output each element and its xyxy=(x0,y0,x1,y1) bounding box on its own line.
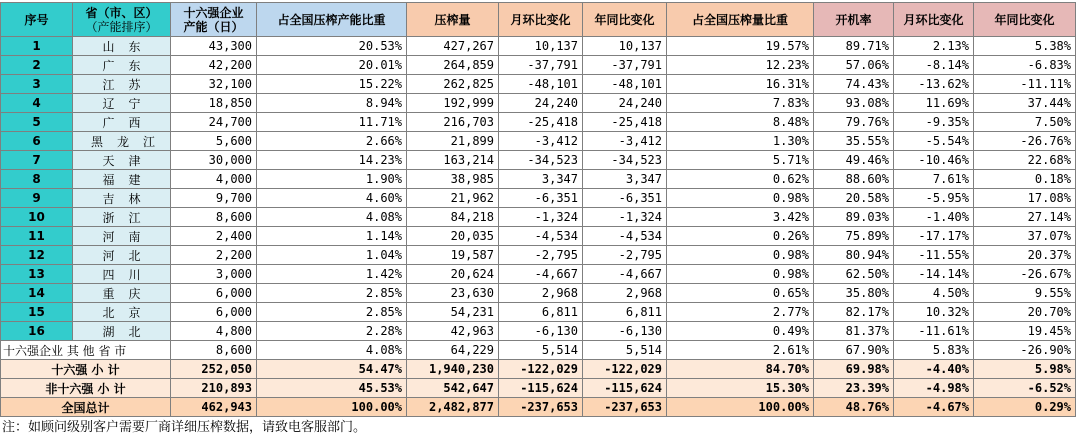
cell-rate: 82.17% xyxy=(814,303,894,322)
cell-yoy: -115,624 xyxy=(583,379,667,398)
row-province: 吉林 xyxy=(73,189,171,208)
cell-mom: -34,523 xyxy=(499,151,583,170)
cell-crush: 20,035 xyxy=(407,227,499,246)
cell-rate-yoy: 7.50% xyxy=(974,113,1076,132)
cell-rate-yoy: 37.07% xyxy=(974,227,1076,246)
cell-cap: 2,200 xyxy=(171,246,257,265)
row-province: 江苏 xyxy=(73,75,171,94)
cell-mom: -6,130 xyxy=(499,322,583,341)
cell-crush-share: 0.98% xyxy=(667,246,814,265)
cell-mom: -48,101 xyxy=(499,75,583,94)
cell-rate-yoy: -11.11% xyxy=(974,75,1076,94)
row-province: 浙江 xyxy=(73,208,171,227)
cell-rate-mom: -4.40% xyxy=(894,360,974,379)
cell-crush-share: 0.98% xyxy=(667,189,814,208)
cell-crush: 427,267 xyxy=(407,37,499,56)
cell-crush-share: 0.65% xyxy=(667,284,814,303)
row-index: 2 xyxy=(1,56,73,75)
row-index: 10 xyxy=(1,208,73,227)
cell-crush-share: 8.48% xyxy=(667,113,814,132)
cell-cap: 9,700 xyxy=(171,189,257,208)
cell-cap: 32,100 xyxy=(171,75,257,94)
cell-crush: 20,624 xyxy=(407,265,499,284)
row-province: 湖北 xyxy=(73,322,171,341)
cell-cap-share: 1.90% xyxy=(257,170,407,189)
cell-crush-share: 0.62% xyxy=(667,170,814,189)
cell-rate-yoy: 17.08% xyxy=(974,189,1076,208)
row-province: 重庆 xyxy=(73,284,171,303)
cell-rate-mom: 10.32% xyxy=(894,303,974,322)
cell-mom: 3,347 xyxy=(499,170,583,189)
cell-crush: 84,218 xyxy=(407,208,499,227)
table-row xyxy=(1,246,1076,265)
header-idx: 序号 xyxy=(1,3,73,37)
cell-rate-yoy: 0.29% xyxy=(974,398,1076,417)
cell-cap-share: 45.53% xyxy=(257,379,407,398)
cell-crush: 163,214 xyxy=(407,151,499,170)
cell-cap-share: 4.08% xyxy=(257,208,407,227)
cell-mom: -122,029 xyxy=(499,360,583,379)
cell-crush-share: 12.23% xyxy=(667,56,814,75)
cell-yoy: -25,418 xyxy=(583,113,667,132)
table-body xyxy=(1,37,1076,417)
cell-cap: 8,600 xyxy=(171,208,257,227)
row-index: 9 xyxy=(1,189,73,208)
cell-crush: 21,899 xyxy=(407,132,499,151)
cell-crush: 64,229 xyxy=(407,341,499,360)
cell-crush: 216,703 xyxy=(407,113,499,132)
cell-crush: 1,940,230 xyxy=(407,360,499,379)
cell-cap: 4,800 xyxy=(171,322,257,341)
cell-crush: 542,647 xyxy=(407,379,499,398)
cell-crush-share: 16.31% xyxy=(667,75,814,94)
cell-yoy: -6,351 xyxy=(583,189,667,208)
cell-mom: -25,418 xyxy=(499,113,583,132)
cell-mom: -37,791 xyxy=(499,56,583,75)
row-index: 6 xyxy=(1,132,73,151)
cell-cap-share: 54.47% xyxy=(257,360,407,379)
cell-mom: -3,412 xyxy=(499,132,583,151)
cell-crush-share: 15.30% xyxy=(667,379,814,398)
cell-rate: 62.50% xyxy=(814,265,894,284)
national-total-label: 全国总计 xyxy=(1,398,171,417)
header-province xyxy=(73,3,171,37)
cell-crush-share: 0.49% xyxy=(667,322,814,341)
header-rate-yoy: 年同比变化 xyxy=(974,3,1076,37)
row-index: 7 xyxy=(1,151,73,170)
cell-rate: 80.94% xyxy=(814,246,894,265)
cell-rate: 49.46% xyxy=(814,151,894,170)
row-index: 1 xyxy=(1,37,73,56)
cell-yoy: 10,137 xyxy=(583,37,667,56)
cell-rate-yoy: 5.98% xyxy=(974,360,1076,379)
header-cap-share: 占全国压榨产能比重 xyxy=(257,3,407,37)
cell-rate-yoy: 0.18% xyxy=(974,170,1076,189)
row-province: 广东 xyxy=(73,56,171,75)
cell-cap-share: 14.23% xyxy=(257,151,407,170)
subtotal-label: 非十六强 小 计 xyxy=(1,379,171,398)
header-crush: 压榨量 xyxy=(407,3,499,37)
cell-crush-share: 3.42% xyxy=(667,208,814,227)
cell-yoy: -2,795 xyxy=(583,246,667,265)
header-province-line2: （产能排序） xyxy=(85,19,158,34)
cell-crush-share: 1.30% xyxy=(667,132,814,151)
cell-cap-share: 11.71% xyxy=(257,113,407,132)
cell-mom: 10,137 xyxy=(499,37,583,56)
cell-crush-share: 100.00% xyxy=(667,398,814,417)
row-index: 11 xyxy=(1,227,73,246)
cell-rate-yoy: 9.55% xyxy=(974,284,1076,303)
cell-yoy: -4,667 xyxy=(583,265,667,284)
subtotal-row xyxy=(1,360,1076,379)
cell-crush: 23,630 xyxy=(407,284,499,303)
cell-rate: 69.98% xyxy=(814,360,894,379)
cell-mom: 5,514 xyxy=(499,341,583,360)
row-province: 黑龙江 xyxy=(73,132,171,151)
cell-crush: 262,825 xyxy=(407,75,499,94)
cell-rate-mom: -13.62% xyxy=(894,75,974,94)
row-index: 3 xyxy=(1,75,73,94)
row-province: 辽宁 xyxy=(73,94,171,113)
header-row xyxy=(1,3,1076,37)
cell-cap-share: 1.04% xyxy=(257,246,407,265)
table-row xyxy=(1,265,1076,284)
cell-mom: -6,351 xyxy=(499,189,583,208)
table-row xyxy=(1,303,1076,322)
other-provinces-row xyxy=(1,341,1076,360)
cell-rate-mom: -4.67% xyxy=(894,398,974,417)
table-row xyxy=(1,284,1076,303)
cell-yoy: -34,523 xyxy=(583,151,667,170)
cell-crush: 2,482,877 xyxy=(407,398,499,417)
cell-rate-mom: -17.17% xyxy=(894,227,974,246)
cell-mom: -1,324 xyxy=(499,208,583,227)
cell-rate-yoy: -26.67% xyxy=(974,265,1076,284)
row-province: 山东 xyxy=(73,37,171,56)
cell-mom: -4,534 xyxy=(499,227,583,246)
cell-rate-mom: -9.35% xyxy=(894,113,974,132)
table-row xyxy=(1,227,1076,246)
cell-rate-mom: -10.46% xyxy=(894,151,974,170)
cell-mom: -4,667 xyxy=(499,265,583,284)
cell-rate-mom: -14.14% xyxy=(894,265,974,284)
cell-cap-share: 20.53% xyxy=(257,37,407,56)
header-capacity xyxy=(171,3,257,37)
cell-cap-share: 8.94% xyxy=(257,94,407,113)
cell-cap: 462,943 xyxy=(171,398,257,417)
cell-mom: 24,240 xyxy=(499,94,583,113)
cell-crush: 19,587 xyxy=(407,246,499,265)
crush-data-table xyxy=(0,2,1076,417)
table-row xyxy=(1,75,1076,94)
cell-cap: 6,000 xyxy=(171,284,257,303)
cell-yoy: 5,514 xyxy=(583,341,667,360)
cell-cap-share: 1.14% xyxy=(257,227,407,246)
header-rate: 开机率 xyxy=(814,3,894,37)
row-index: 12 xyxy=(1,246,73,265)
row-index: 4 xyxy=(1,94,73,113)
cell-crush-share: 2.77% xyxy=(667,303,814,322)
cell-mom: 2,968 xyxy=(499,284,583,303)
footnote: 注：如顾问级别客户需要厂商详细压榨数据，请致电客服部门。 xyxy=(2,420,367,435)
cell-crush-share: 19.57% xyxy=(667,37,814,56)
cell-rate: 67.90% xyxy=(814,341,894,360)
cell-rate: 81.37% xyxy=(814,322,894,341)
cell-rate-yoy: 20.70% xyxy=(974,303,1076,322)
cell-yoy: 2,968 xyxy=(583,284,667,303)
cell-rate: 89.03% xyxy=(814,208,894,227)
cell-crush: 264,859 xyxy=(407,56,499,75)
cell-yoy: -1,324 xyxy=(583,208,667,227)
header-capacity-line1: 十六强企业 xyxy=(183,5,244,20)
cell-rate-yoy: -26.90% xyxy=(974,341,1076,360)
cell-yoy: -237,653 xyxy=(583,398,667,417)
header-crush-share: 占全国压榨量比重 xyxy=(667,3,814,37)
cell-rate: 23.39% xyxy=(814,379,894,398)
table-row xyxy=(1,208,1076,227)
row-index: 14 xyxy=(1,284,73,303)
cell-rate-yoy: -6.52% xyxy=(974,379,1076,398)
cell-cap: 18,850 xyxy=(171,94,257,113)
row-index: 16 xyxy=(1,322,73,341)
cell-cap-share: 4.08% xyxy=(257,341,407,360)
cell-rate-yoy: 37.44% xyxy=(974,94,1076,113)
cell-cap-share: 2.66% xyxy=(257,132,407,151)
row-province: 天津 xyxy=(73,151,171,170)
header-rate-mom: 月环比变化 xyxy=(894,3,974,37)
row-index: 5 xyxy=(1,113,73,132)
cell-cap: 8,600 xyxy=(171,341,257,360)
cell-rate-mom: -4.98% xyxy=(894,379,974,398)
cell-crush: 192,999 xyxy=(407,94,499,113)
header-capacity-line2: 产能（日） xyxy=(183,19,244,34)
cell-crush: 38,985 xyxy=(407,170,499,189)
cell-rate: 93.08% xyxy=(814,94,894,113)
table-row xyxy=(1,170,1076,189)
cell-crush-share: 7.83% xyxy=(667,94,814,113)
cell-crush-share: 0.98% xyxy=(667,265,814,284)
cell-rate: 57.06% xyxy=(814,56,894,75)
cell-rate-mom: 2.13% xyxy=(894,37,974,56)
row-province: 四川 xyxy=(73,265,171,284)
cell-cap-share: 15.22% xyxy=(257,75,407,94)
header-yoy: 年同比变化 xyxy=(583,3,667,37)
cell-crush: 21,962 xyxy=(407,189,499,208)
cell-rate-mom: -1.40% xyxy=(894,208,974,227)
row-index: 8 xyxy=(1,170,73,189)
cell-rate: 20.58% xyxy=(814,189,894,208)
cell-cap-share: 2.85% xyxy=(257,303,407,322)
row-province: 河南 xyxy=(73,227,171,246)
cell-rate: 35.55% xyxy=(814,132,894,151)
cell-rate-mom: 5.83% xyxy=(894,341,974,360)
cell-rate: 75.89% xyxy=(814,227,894,246)
national-total-row xyxy=(1,398,1076,417)
table-row xyxy=(1,94,1076,113)
cell-crush-share: 2.61% xyxy=(667,341,814,360)
cell-cap: 252,050 xyxy=(171,360,257,379)
cell-mom: -115,624 xyxy=(499,379,583,398)
cell-cap-share: 2.85% xyxy=(257,284,407,303)
cell-rate: 89.71% xyxy=(814,37,894,56)
cell-yoy: 24,240 xyxy=(583,94,667,113)
cell-cap: 210,893 xyxy=(171,379,257,398)
table-row xyxy=(1,151,1076,170)
row-province: 广西 xyxy=(73,113,171,132)
cell-yoy: -3,412 xyxy=(583,132,667,151)
cell-crush-share: 5.71% xyxy=(667,151,814,170)
cell-rate-mom: 7.61% xyxy=(894,170,974,189)
cell-rate-mom: -8.14% xyxy=(894,56,974,75)
cell-rate-yoy: 5.38% xyxy=(974,37,1076,56)
table-row xyxy=(1,189,1076,208)
row-index: 13 xyxy=(1,265,73,284)
row-province: 北京 xyxy=(73,303,171,322)
cell-cap-share: 2.28% xyxy=(257,322,407,341)
cell-crush-share: 0.26% xyxy=(667,227,814,246)
cell-rate: 88.60% xyxy=(814,170,894,189)
row-province: 福建 xyxy=(73,170,171,189)
cell-crush-share: 84.70% xyxy=(667,360,814,379)
cell-yoy: -48,101 xyxy=(583,75,667,94)
subtotal-row xyxy=(1,379,1076,398)
cell-rate-mom: -5.54% xyxy=(894,132,974,151)
header-province-line1: 省（市、区） xyxy=(85,5,158,20)
cell-crush: 54,231 xyxy=(407,303,499,322)
cell-rate-mom: -11.55% xyxy=(894,246,974,265)
cell-rate-yoy: 27.14% xyxy=(974,208,1076,227)
cell-rate: 74.43% xyxy=(814,75,894,94)
cell-cap: 5,600 xyxy=(171,132,257,151)
cell-yoy: -4,534 xyxy=(583,227,667,246)
table-row xyxy=(1,322,1076,341)
cell-rate-yoy: -6.83% xyxy=(974,56,1076,75)
cell-mom: 6,811 xyxy=(499,303,583,322)
cell-cap: 24,700 xyxy=(171,113,257,132)
cell-cap-share: 100.00% xyxy=(257,398,407,417)
cell-cap: 42,200 xyxy=(171,56,257,75)
subtotal-label: 十六强 小 计 xyxy=(1,360,171,379)
cell-cap: 4,000 xyxy=(171,170,257,189)
row-province: 河北 xyxy=(73,246,171,265)
cell-yoy: 6,811 xyxy=(583,303,667,322)
cell-cap: 43,300 xyxy=(171,37,257,56)
cell-rate: 48.76% xyxy=(814,398,894,417)
cell-rate-mom: -5.95% xyxy=(894,189,974,208)
cell-cap-share: 1.42% xyxy=(257,265,407,284)
cell-rate-mom: 4.50% xyxy=(894,284,974,303)
cell-yoy: -122,029 xyxy=(583,360,667,379)
cell-cap: 6,000 xyxy=(171,303,257,322)
cell-yoy: 3,347 xyxy=(583,170,667,189)
cell-rate-mom: 11.69% xyxy=(894,94,974,113)
cell-rate-yoy: 19.45% xyxy=(974,322,1076,341)
cell-mom: -2,795 xyxy=(499,246,583,265)
cell-yoy: -37,791 xyxy=(583,56,667,75)
cell-rate-mom: -11.61% xyxy=(894,322,974,341)
cell-crush: 42,963 xyxy=(407,322,499,341)
cell-cap-share: 20.01% xyxy=(257,56,407,75)
table-row xyxy=(1,132,1076,151)
cell-rate-yoy: 20.37% xyxy=(974,246,1076,265)
table-row xyxy=(1,37,1076,56)
cell-rate-yoy: 22.68% xyxy=(974,151,1076,170)
table-row xyxy=(1,113,1076,132)
cell-yoy: -6,130 xyxy=(583,322,667,341)
other-provinces-label: 十六强企业 其 他 省 市 xyxy=(1,341,171,360)
cell-rate: 79.76% xyxy=(814,113,894,132)
cell-cap: 30,000 xyxy=(171,151,257,170)
cell-rate: 35.80% xyxy=(814,284,894,303)
cell-mom: -237,653 xyxy=(499,398,583,417)
row-index: 15 xyxy=(1,303,73,322)
cell-rate-yoy: -26.76% xyxy=(974,132,1076,151)
cell-cap: 3,000 xyxy=(171,265,257,284)
table-row xyxy=(1,56,1076,75)
cell-cap-share: 4.60% xyxy=(257,189,407,208)
cell-cap: 2,400 xyxy=(171,227,257,246)
header-mom: 月环比变化 xyxy=(499,3,583,37)
